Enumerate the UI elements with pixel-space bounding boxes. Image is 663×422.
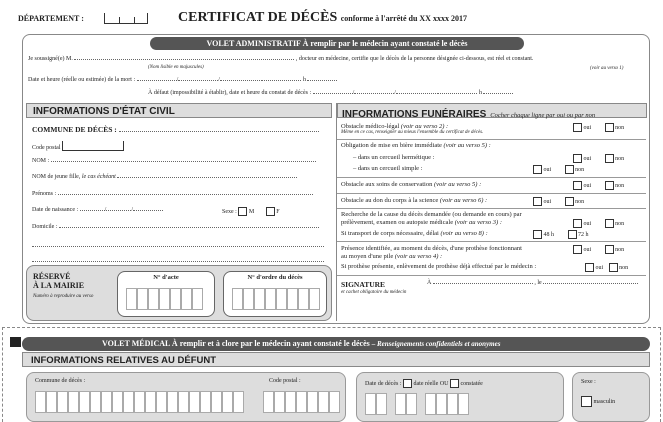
r5-non-checkbox[interactable] bbox=[605, 219, 614, 228]
r6-oui-checkbox[interactable] bbox=[573, 245, 582, 254]
row-recherche-cause: Recherche de la cause du décès demandée (ou demande en cours) par bbox=[341, 211, 522, 218]
soussigne-line: Je soussigné(e) M. , docteur en médecine, certifie que le décès de la personne désignée ci-dessous, est réel et constant. bbox=[28, 56, 534, 62]
mort-jour-input[interactable] bbox=[137, 80, 177, 81]
row-obstacle-medico-legal: Obstacle médico-légal (voir au verso 2) : Même en ce cas, renseigner au mieux l'ensemble du certificat de décès. bbox=[341, 123, 484, 135]
r2a-oui-checkbox[interactable] bbox=[573, 154, 582, 163]
signature-lieu-date: À , le bbox=[427, 280, 638, 286]
row-cercueil-hermetique: – dans un cercueil hermétique : bbox=[353, 154, 435, 161]
sexe-row: Sexe : M F bbox=[222, 208, 280, 215]
signature-date-input[interactable] bbox=[543, 283, 638, 284]
cachet-note: et cachet obligatoire du médecin bbox=[341, 290, 407, 295]
r3-choices: oui non bbox=[573, 181, 624, 190]
prenoms-input[interactable] bbox=[58, 194, 313, 195]
signature-lieu-input[interactable] bbox=[433, 283, 533, 284]
constat-minute-input[interactable] bbox=[483, 93, 513, 94]
defunt-title: INFORMATIONS RELATIVES AU DÉFUNT bbox=[22, 352, 650, 367]
r2a-non-checkbox[interactable] bbox=[605, 154, 614, 163]
mort-minute-input[interactable] bbox=[307, 80, 337, 81]
n-ordre-input[interactable] bbox=[232, 288, 320, 310]
commune-deces-input[interactable] bbox=[119, 131, 319, 132]
constat-jour-input[interactable] bbox=[313, 93, 353, 94]
mort-annee-input[interactable] bbox=[220, 80, 260, 81]
departement-input[interactable] bbox=[104, 13, 148, 24]
nom-jeune-fille-input[interactable] bbox=[117, 177, 297, 178]
domicile-row: Domicile : bbox=[32, 224, 319, 230]
vm-code-postal-input[interactable] bbox=[263, 391, 340, 413]
vm-date-deces-row: Date de décès : date réelle OU constatée bbox=[365, 380, 483, 387]
row-enlevement-prothese: Si prothèse présente, enlèvement de prothèse déjà effectué par le médecin : bbox=[341, 263, 537, 270]
row-prelevement: prélèvement, examen ou autopsie médicale (voir au verso 3) : bbox=[341, 219, 502, 226]
cocher-note: Cocher chaque ligne par oui ou par non bbox=[490, 112, 596, 119]
funeraires-title: INFORMATIONS FUNÉRAIRES bbox=[342, 109, 487, 120]
row-prothese-pile: Présence identifiée, au moment du décès, d'une prothèse fonctionnant bbox=[341, 245, 522, 252]
document-subtitle: conforme à l'arrêté du XX xxxx 2017 bbox=[340, 14, 467, 23]
commune-deces-row: COMMUNE DE DÉCÈS : bbox=[32, 125, 319, 134]
code-postal-input[interactable] bbox=[62, 141, 124, 151]
date-reelle-checkbox[interactable] bbox=[403, 379, 412, 388]
nom-jeune-fille-row: NOM de jeune fille, le cas échéant bbox=[32, 174, 297, 180]
r2b-choices: oui non bbox=[533, 165, 584, 174]
defaut-constat-line: À défaut (impossibilité à établir), date et heure du constat de décès : / / h bbox=[148, 90, 513, 96]
nom-input[interactable] bbox=[51, 161, 316, 162]
naissance-mois-input[interactable] bbox=[106, 210, 131, 211]
document-title: CERTIFICAT DE DÉCÈS conforme à l'arrêté du XX xxxx 2017 bbox=[178, 10, 467, 25]
funeraires-title-bar bbox=[337, 103, 647, 118]
reserve-mairie-label: RÉSERVÉ À LA MAIRIE bbox=[33, 272, 85, 290]
domicile-line-2[interactable] bbox=[32, 246, 324, 247]
volet-medical-bar: VOLET MÉDICAL À remplir et à clore par le médecin ayant constaté le décès – Renseignements confidentiels et anonymes bbox=[22, 337, 650, 351]
vm-code-postal-label: Code postal : bbox=[269, 378, 301, 384]
r4-oui-checkbox[interactable] bbox=[533, 197, 542, 206]
constat-heure-input[interactable] bbox=[437, 93, 477, 94]
n-ordre-box: N° d'ordre du décès bbox=[223, 271, 327, 317]
n-acte-box: N° d'acte bbox=[117, 271, 215, 317]
row-don-corps: Obstacle au don du corps à la science (voir au verso 6) : bbox=[341, 197, 488, 204]
departement-label: DÉPARTEMENT : bbox=[18, 14, 84, 23]
r6c-non-checkbox[interactable] bbox=[609, 263, 618, 272]
date-naissance-row: Date de naissance : / / bbox=[32, 207, 163, 213]
r3-oui-checkbox[interactable] bbox=[573, 181, 582, 190]
row-soins-conservation: Obstacle aux soins de conservation (voir au verso 5) : bbox=[341, 181, 482, 188]
row-mise-en-biere: Obligation de mise en bière immédiate (voir au verso 5) : bbox=[341, 142, 491, 149]
r3-non-checkbox[interactable] bbox=[605, 181, 614, 190]
n-acte-input[interactable] bbox=[126, 288, 203, 310]
r1-oui-checkbox[interactable] bbox=[573, 123, 582, 132]
r1-choices: oui non bbox=[573, 123, 624, 132]
domicile-input[interactable] bbox=[59, 227, 319, 228]
vm-date-deces-input[interactable] bbox=[365, 393, 469, 415]
volet-medical-marker bbox=[10, 337, 21, 347]
prenoms-row: Prénoms : bbox=[32, 191, 313, 197]
medecin-name-input[interactable] bbox=[74, 59, 294, 60]
date-heure-mort-line: Date et heure (réelle ou estimée) de la mort : / / h bbox=[28, 77, 337, 83]
volet-admin-bar: VOLET ADMINISTRATIF À remplir par le médecin ayant constaté le décès bbox=[150, 37, 524, 50]
vm-sexe-label: Sexe : bbox=[581, 379, 596, 385]
commune-deces-panel bbox=[26, 372, 346, 422]
r6c-choices: oui non bbox=[585, 263, 628, 272]
mort-mois-input[interactable] bbox=[178, 80, 218, 81]
sexe-f-checkbox[interactable] bbox=[266, 207, 275, 216]
date-deces-panel bbox=[356, 372, 564, 422]
mairie-note: Numéro à reproduire au verso bbox=[33, 294, 94, 299]
vm-sexe-panel bbox=[572, 372, 650, 422]
r5-choices: oui non bbox=[573, 219, 624, 228]
reserve-mairie-panel bbox=[26, 265, 332, 321]
r4-non-checkbox[interactable] bbox=[565, 197, 574, 206]
constat-mois-input[interactable] bbox=[354, 93, 394, 94]
nom-lisible-note: (Nom lisible en majuscules) bbox=[148, 65, 204, 70]
constat-annee-input[interactable] bbox=[396, 93, 436, 94]
delai-72h-checkbox[interactable] bbox=[568, 230, 577, 239]
row-transport-corps: Si transport de corps nécessaire, délai (voir au verso 8) : bbox=[341, 230, 488, 237]
r2b-non-checkbox[interactable] bbox=[565, 165, 574, 174]
funeraires-section bbox=[336, 103, 646, 321]
vm-masculin-row: masculin bbox=[581, 396, 615, 407]
delai-48h-checkbox[interactable] bbox=[533, 230, 542, 239]
r6c-oui-checkbox[interactable] bbox=[585, 263, 594, 272]
vm-commune-label: Commune de décès : bbox=[35, 378, 86, 384]
domicile-line-3[interactable] bbox=[32, 261, 324, 262]
row-cercueil-simple: – dans un cercueil simple : bbox=[353, 165, 423, 172]
r4-choices: oui non bbox=[533, 197, 584, 206]
signature-label: SIGNATURE bbox=[341, 280, 386, 289]
code-postal-row: Code postal bbox=[32, 141, 124, 151]
naissance-jour-input[interactable] bbox=[80, 210, 105, 211]
vm-commune-input[interactable] bbox=[35, 391, 244, 413]
r6-choices: oui non bbox=[573, 245, 624, 254]
naissance-annee-input[interactable] bbox=[133, 210, 163, 211]
vm-masculin-checkbox[interactable] bbox=[581, 396, 592, 407]
r5-oui-checkbox[interactable] bbox=[573, 219, 582, 228]
date-constatee-checkbox[interactable] bbox=[450, 379, 459, 388]
sexe-m-checkbox[interactable] bbox=[238, 207, 247, 216]
r5c-choices: 48 h 72 h bbox=[533, 230, 589, 239]
etat-civil-title: INFORMATIONS D'ÉTAT CIVIL bbox=[26, 103, 332, 118]
r1-non-checkbox[interactable] bbox=[605, 123, 614, 132]
mort-heure-input[interactable] bbox=[261, 80, 301, 81]
row-prothese-pile-2: au moyen d'une pile (voir au verso 4) : bbox=[341, 253, 443, 260]
voir-verso-1: (voir au verso 1) bbox=[590, 66, 624, 71]
r2a-choices: oui non bbox=[573, 154, 624, 163]
r2b-oui-checkbox[interactable] bbox=[533, 165, 542, 174]
nom-row: NOM : bbox=[32, 158, 316, 164]
r6-non-checkbox[interactable] bbox=[605, 245, 614, 254]
